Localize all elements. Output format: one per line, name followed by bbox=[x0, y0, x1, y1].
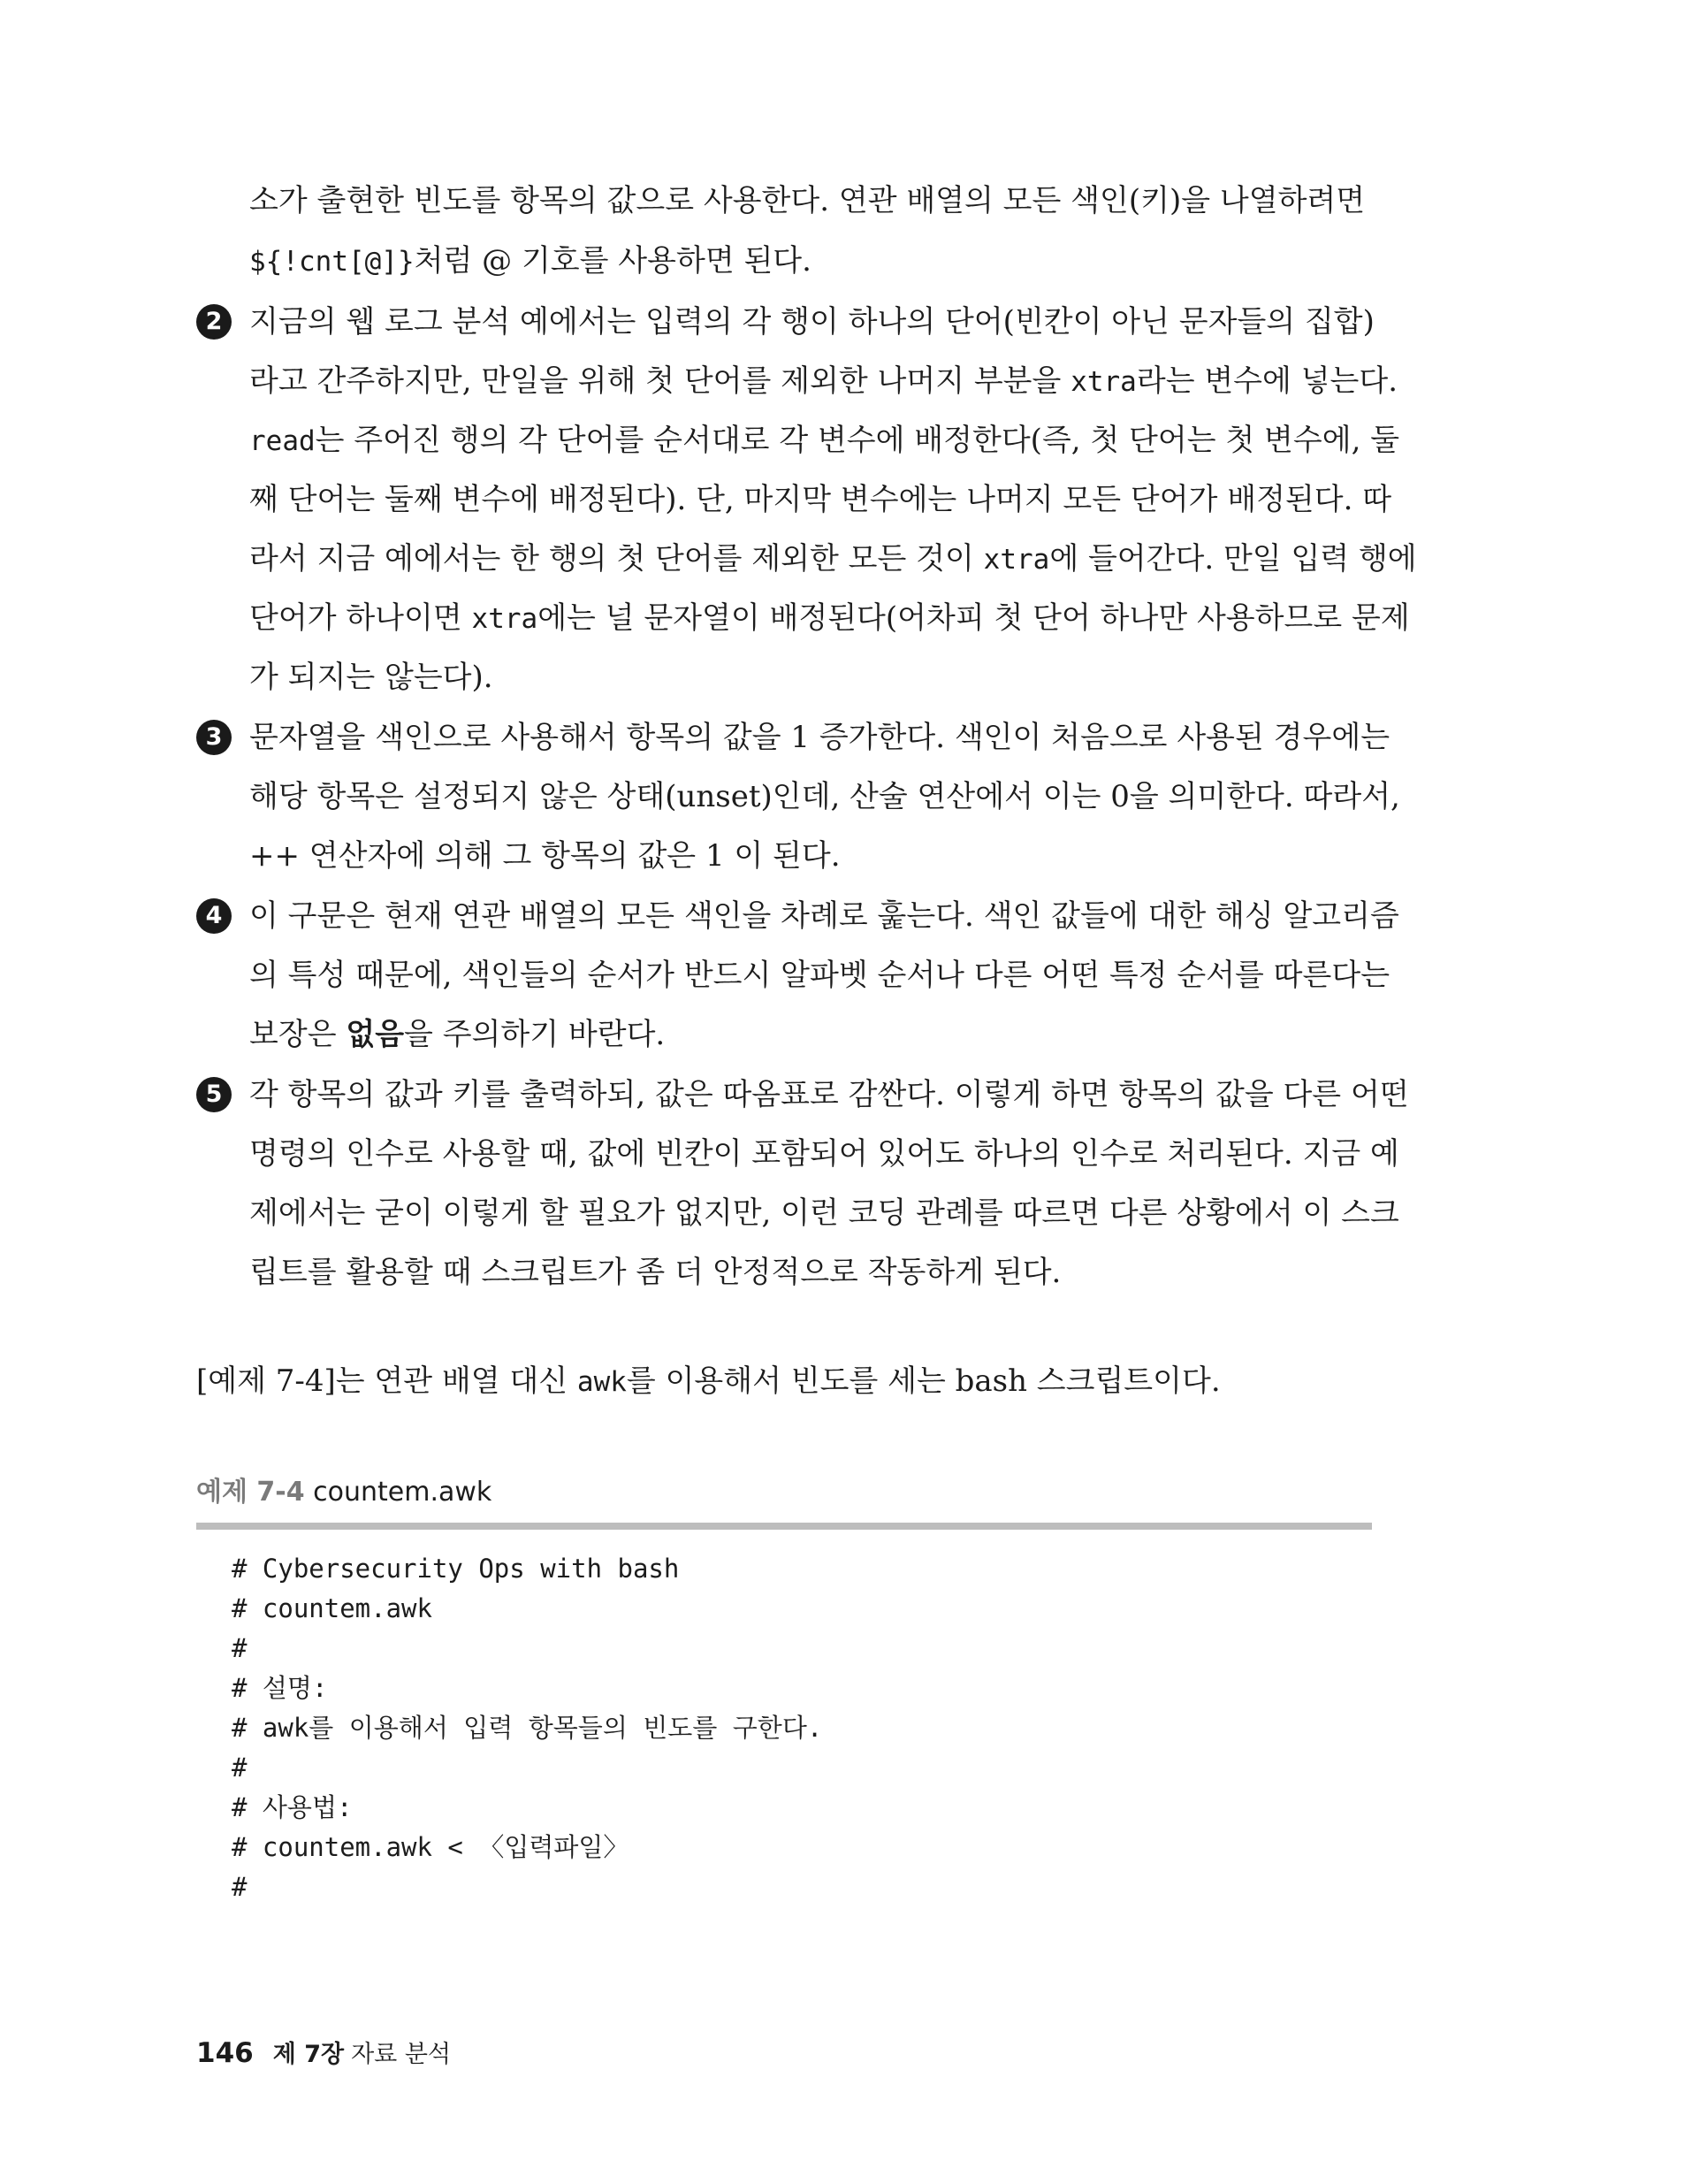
text: 라고 간주하지만, 만일을 위해 첫 단어를 제외한 나머지 부분을 bbox=[249, 363, 1071, 399]
code-line: # countem.awk bbox=[232, 1593, 432, 1623]
note-line bbox=[249, 1250, 1061, 1294]
code-line: # bbox=[232, 1753, 248, 1783]
text: 째 단어는 둘째 변수에 배정된다). 단, 마지막 변수에는 나머지 모든 단어가 배정된다. 따 bbox=[249, 482, 1392, 517]
text: 각 항목의 값과 키를 출력하되, 값은 따옴표로 감싼다. 이렇게 하면 항목의 값을 다른 어떤 bbox=[249, 1077, 1409, 1112]
text: 립트를 활용할 때 스크립트가 좀 더 안정적으로 작동하게 된다. bbox=[249, 1255, 1062, 1290]
intro-paragraph bbox=[196, 1359, 1221, 1404]
text: 제에서는 굳이 이렇게 할 필요가 없지만, 이런 코딩 관례를 따르면 다른 상황에서 이 스크 bbox=[249, 1195, 1399, 1231]
chapter-label: 제 7장 bbox=[272, 2041, 345, 2068]
note-line bbox=[249, 477, 1391, 522]
text: 의 특성 때문에, 색인들의 순서가 반드시 알파벳 순서나 다른 어떤 특정 순서를 따른다는 bbox=[249, 958, 1390, 993]
text: 에 들어간다. 만일 입력 행에 bbox=[1049, 541, 1417, 577]
inline-code: xtra bbox=[983, 544, 1050, 576]
code-line: # 설명: bbox=[232, 1673, 328, 1703]
text: 해당 항목은 설정되지 않은 상태(unset)인데, 산술 연산에서 이는 0을 의미한다. 따라서, bbox=[249, 779, 1400, 814]
text: [예제 7-4]는 연관 배열 대신 bbox=[196, 1363, 577, 1399]
note-line bbox=[249, 775, 1400, 819]
caption-rule bbox=[196, 1523, 1372, 1530]
text: 가 되지는 않는다). bbox=[249, 660, 493, 695]
code-line: # Cybersecurity Ops with bash bbox=[232, 1554, 680, 1584]
note-line bbox=[249, 596, 1410, 641]
inline-code: read bbox=[249, 425, 316, 457]
example-filename: countem.awk bbox=[313, 1477, 492, 1508]
note-line bbox=[249, 894, 1399, 938]
text: 명령의 인수로 사용할 때, 값에 빈칸이 포함되어 있어도 하나의 인수로 처리된다. 지금 예 bbox=[249, 1136, 1399, 1172]
note-line bbox=[249, 537, 1417, 582]
page-number: 146 bbox=[196, 2037, 254, 2069]
text: 라는 변수에 넣는다. bbox=[1136, 363, 1398, 399]
note-line bbox=[249, 418, 1399, 463]
inline-code: xtra bbox=[1070, 366, 1137, 398]
paragraph-line bbox=[249, 239, 811, 284]
callout-marker-3: 3 bbox=[196, 720, 232, 755]
note-line bbox=[249, 300, 1375, 344]
text: 단어가 하나이면 bbox=[249, 600, 472, 636]
code-line: # bbox=[232, 1633, 248, 1663]
inline-code: awk bbox=[576, 1366, 627, 1398]
text: 는 주어진 행의 각 단어를 순서대로 각 변수에 배정한다(즉, 첫 단어는 첫 변수에, 둘 bbox=[315, 423, 1400, 458]
example-caption bbox=[196, 1475, 491, 1510]
text: 에는 널 문자열이 배정된다(어차피 첫 단어 하나만 사용하므로 문제 bbox=[537, 600, 1410, 636]
emphasis-text: 없음 bbox=[346, 1017, 405, 1052]
note-line bbox=[249, 1132, 1399, 1176]
text: 처럼 @ 기호를 사용하면 된다. bbox=[414, 243, 811, 279]
note-line bbox=[249, 834, 841, 878]
callout-marker-5: 5 bbox=[196, 1077, 232, 1112]
note-line bbox=[249, 1073, 1409, 1117]
inline-code: xtra bbox=[471, 603, 538, 635]
example-label: 예제 7-4 bbox=[196, 1477, 305, 1508]
note-line bbox=[249, 359, 1398, 404]
callout-marker-4: 4 bbox=[196, 898, 232, 934]
chapter-title: 자료 분석 bbox=[351, 2041, 451, 2068]
inline-code: ${!cnt[@]} bbox=[249, 246, 415, 278]
callout-marker-2: 2 bbox=[196, 304, 232, 340]
code-line: # awk를 이용해서 입력 항목들의 빈도를 구한다. bbox=[232, 1713, 823, 1743]
text: 소가 출현한 빈도를 항목의 값으로 사용한다. 연관 배열의 모든 색인(키)을 나열하려면 bbox=[249, 183, 1366, 218]
text: 을 주의하기 바란다. bbox=[404, 1017, 666, 1052]
text: 라서 지금 예에서는 한 행의 첫 단어를 제외한 모든 것이 bbox=[249, 541, 984, 577]
text: 지금의 웹 로그 분석 예에서는 입력의 각 행이 하나의 단어(빈칸이 아닌 문자들의 집합) bbox=[249, 304, 1375, 340]
note-line bbox=[249, 1012, 665, 1057]
note-line bbox=[249, 953, 1390, 997]
text: 문자열을 색인으로 사용해서 항목의 값을 1 증가한다. 색인이 처음으로 사용된 경우에는 bbox=[249, 720, 1390, 755]
text: 이 구문은 현재 연관 배열의 모든 색인을 차례로 훑는다. 색인 값들에 대한 해싱 알고리즘 bbox=[249, 898, 1399, 934]
code-line: # 사용법: bbox=[232, 1792, 353, 1822]
note-line bbox=[249, 655, 493, 699]
note-line bbox=[249, 715, 1390, 760]
code-line: # bbox=[232, 1872, 248, 1902]
text: 를 이용해서 빈도를 세는 bash 스크립트이다. bbox=[626, 1363, 1221, 1399]
code-line: # countem.awk < 〈입력파일〉 bbox=[232, 1832, 629, 1862]
text: 보장은 bbox=[249, 1017, 347, 1052]
text: ++ 연산자에 의해 그 항목의 값은 1 이 된다. bbox=[249, 838, 841, 874]
page-footer bbox=[196, 2035, 451, 2075]
paragraph-line bbox=[249, 179, 1365, 223]
note-line bbox=[249, 1191, 1399, 1235]
